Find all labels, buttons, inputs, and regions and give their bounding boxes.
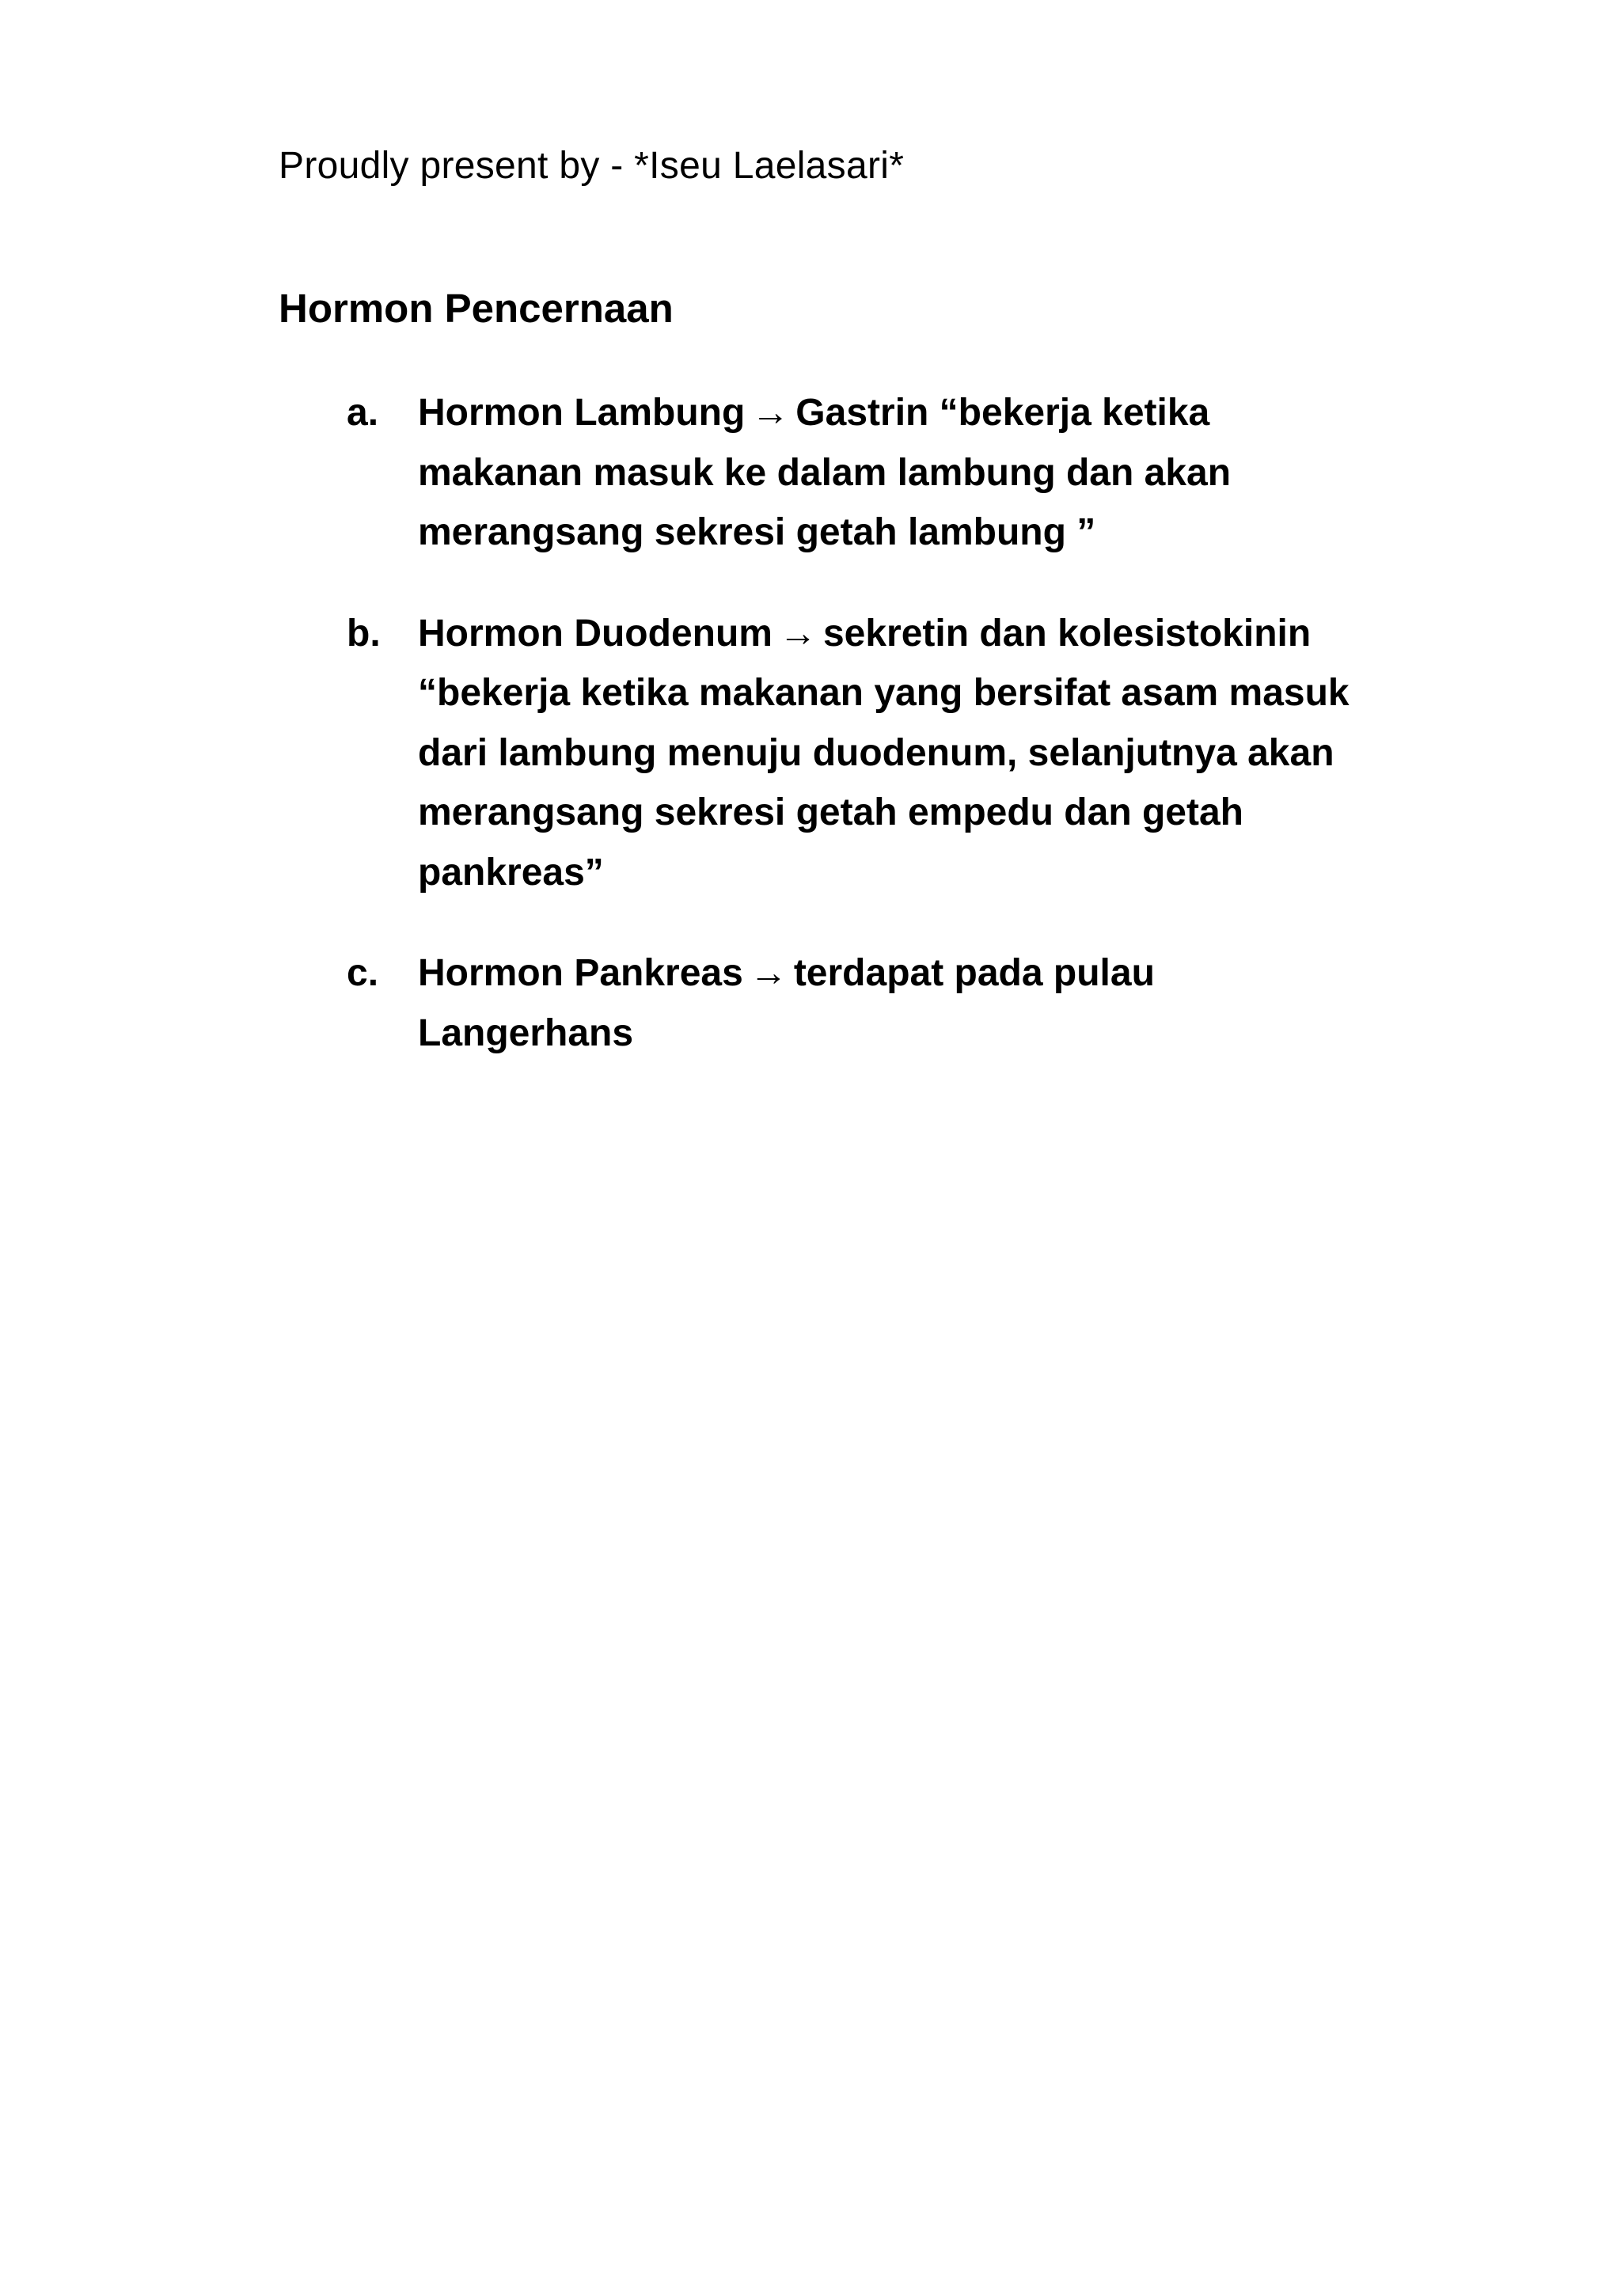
hormone-description: “bekerja ketika makanan yang bersifat asam masuk (418, 672, 1350, 714)
arrow-right-icon: → (751, 392, 790, 434)
hormone-description: terdapat pada pulau (793, 952, 1155, 994)
arrow-right-icon: → (749, 952, 788, 994)
arrow-right-icon: → (778, 612, 817, 655)
hormone-term: Hormon Lambung (418, 392, 746, 434)
hormone-term: Hormon Pankreas (418, 952, 743, 994)
hormone-description: makanan masuk ke dalam lambung dan akan (418, 451, 1232, 494)
list-marker: a. (347, 392, 379, 434)
hormone-term: Hormon Duodenum (418, 612, 773, 655)
hormone-description: pankreas” (418, 851, 604, 894)
list-item-first-line (418, 383, 1391, 443)
page-title: Hormon Pencernaan (279, 286, 674, 331)
author-credit: Proudly present by - *Iseu Laelasari* (279, 145, 905, 187)
hormone-description: sekretin dan kolesistokinin (822, 612, 1312, 655)
hormone-description: Gastrin “bekerja ketika (795, 392, 1210, 434)
list-marker: b. (347, 612, 381, 655)
hormone-description: Langerhans (418, 1011, 634, 1054)
hormone-list (347, 383, 1391, 1104)
hormone-description: merangsang sekresi getah empedu dan getah (418, 791, 1243, 833)
list-item (347, 604, 1391, 903)
list-item-first-line (418, 943, 1391, 1004)
hormone-description: merangsang sekresi getah lambung ” (418, 511, 1096, 553)
list-item-first-line (418, 604, 1391, 664)
list-item (347, 383, 1391, 563)
hormone-description: dari lambung menuju duodenum, selanjutnya akan (418, 731, 1334, 774)
list-marker: c. (347, 952, 379, 994)
list-item (347, 943, 1391, 1063)
